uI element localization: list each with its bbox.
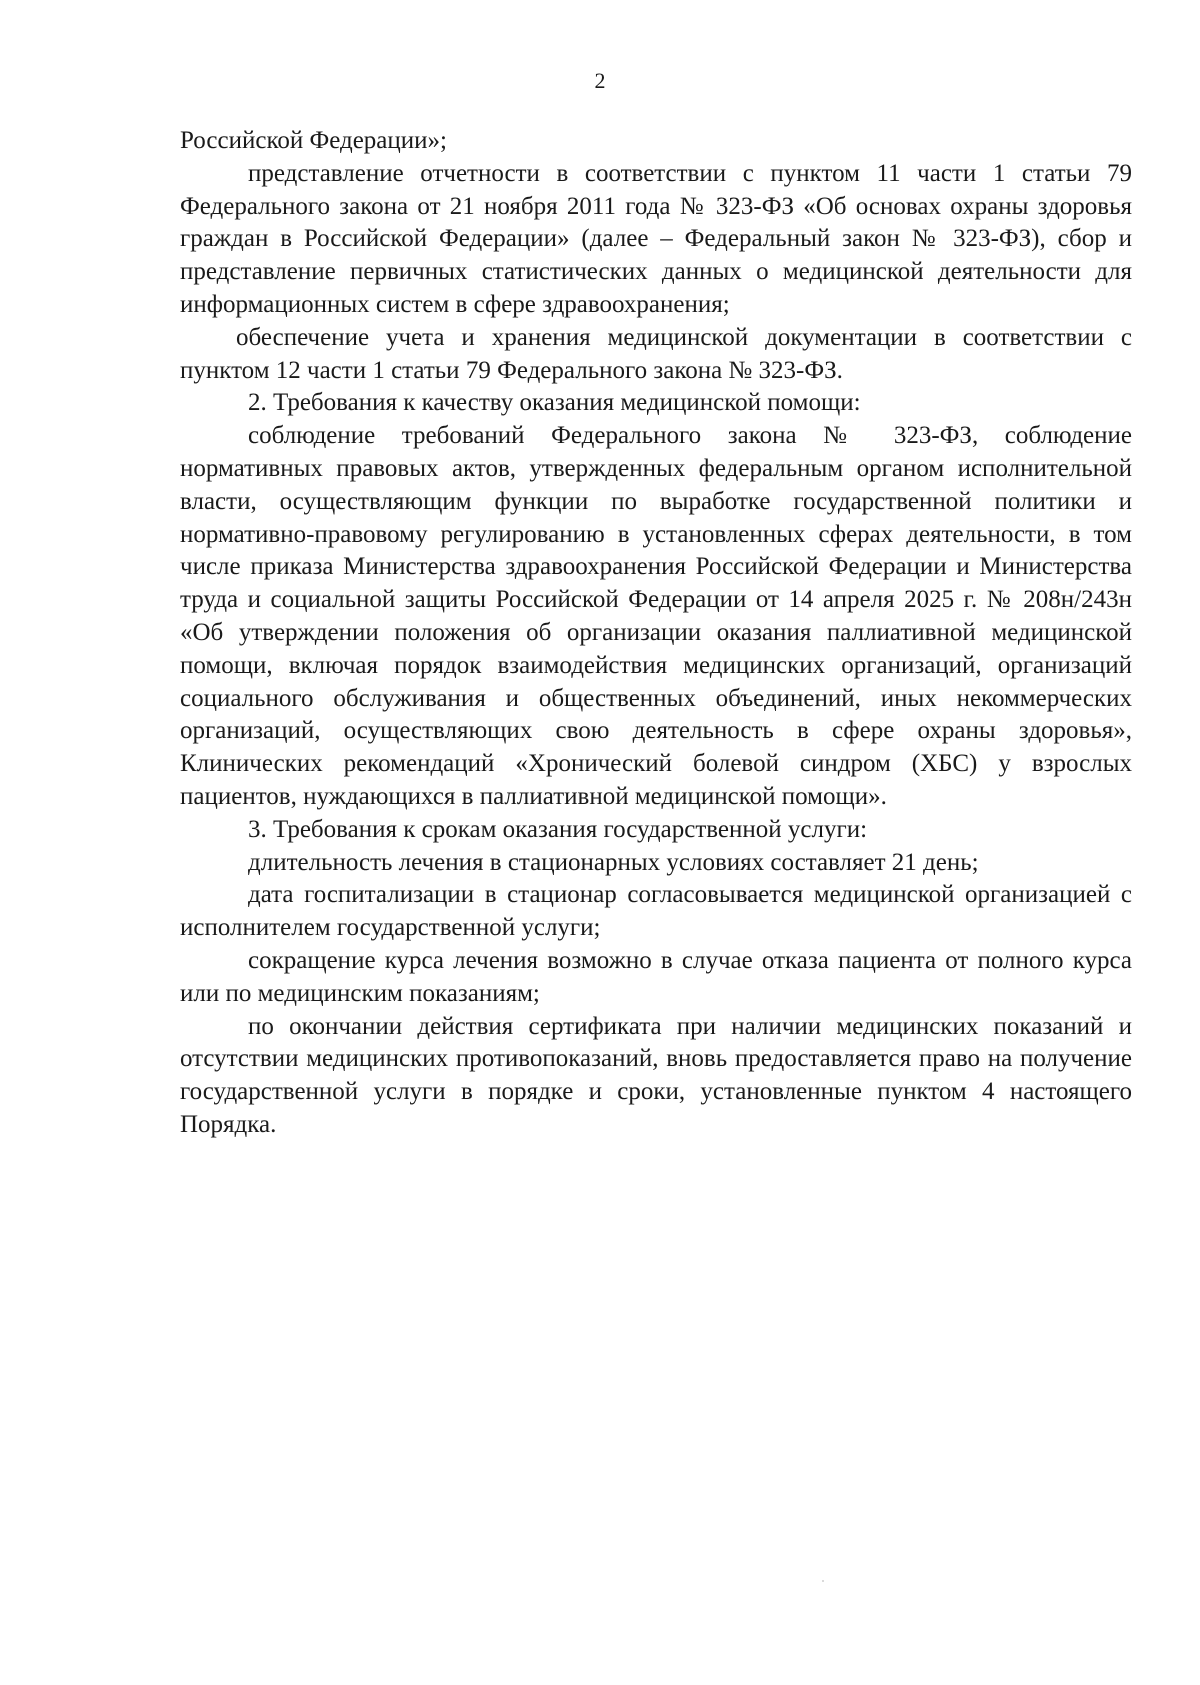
paragraph-certificate-renewal: по окончании действия сертификата при наличии медицинских показаний и отсутствии медицинских противопоказаний, вновь предоставляется право на получение государственной услуги в порядке и сроки, установленные пунктом 4 настоящего Порядка. (180, 1012, 1132, 1138)
paragraph-reporting: представление отчетности в соответствии с пунктом 11 части 1 статьи 79 Федерального закона от 21 ноября 2011 года № 323-ФЗ «Об основах охраны здоровья граждан в Российской Федерации» (далее – Федеральный закон № 323-ФЗ), сбор и представление первичных статистических данных о медицинской деятельности для информационных систем в сфере здравоохранения; (180, 159, 1132, 318)
paragraph-federation-close: Российской Федерации»; (180, 127, 447, 154)
heading-quality-requirements: 2. Требования к качеству оказания медицинской помощи: (248, 389, 861, 417)
heading-timing-requirements: 3. Требования к срокам оказания государственной услуги: (248, 815, 868, 843)
paragraph-compliance: соблюдение требований Федерального закона № 323-ФЗ, соблюдение нормативных правовых актов, утвержденных федеральным органом исполнительной власти, осуществляющим функции по выработке государственной политики и нормативно-правовому регулированию в установленных сферах деятельности, в том числе приказа Министерства здравоохранения Российской Федерации и Министерства труда и социальной защиты Российской Федерации от 14 апреля 2025 г. № 208н/243н «Об утверждении положения об организации оказания паллиативной медицинской помощи, включая порядок взаимодействия медицинских организаций, организаций социального обслуживания и общественных объединений, иных некоммерческих организаций, осуществляющих свою деятельность в сфере охраны здоровья», Клинических рекомендаций «Хронический болевой синдром (ХБС) у взрослых пациентов, нуждающихся в паллиативной медицинской помощи». (180, 422, 1132, 810)
paragraph-hospitalization-date: дата госпитализации в стационар согласовывается медицинской организацией с исполнителем государственной услуги; (180, 881, 1132, 942)
paragraph-documentation: обеспечение учета и хранения медицинской документации в соответствии с пунктом 12 части 1 статьи 79 Федерального закона № 323-ФЗ. (180, 323, 1132, 384)
scan-speck (822, 1580, 824, 1582)
page-number: 2 (594, 68, 606, 93)
document-body (180, 125, 1132, 1142)
paragraph-duration: длительность лечения в стационарных условиях составляет 21 день; (248, 848, 979, 876)
paragraph-course-reduction: сокращение курса лечения возможно в случае отказа пациента от полного курса или по медицинским показаниям; (180, 946, 1132, 1007)
